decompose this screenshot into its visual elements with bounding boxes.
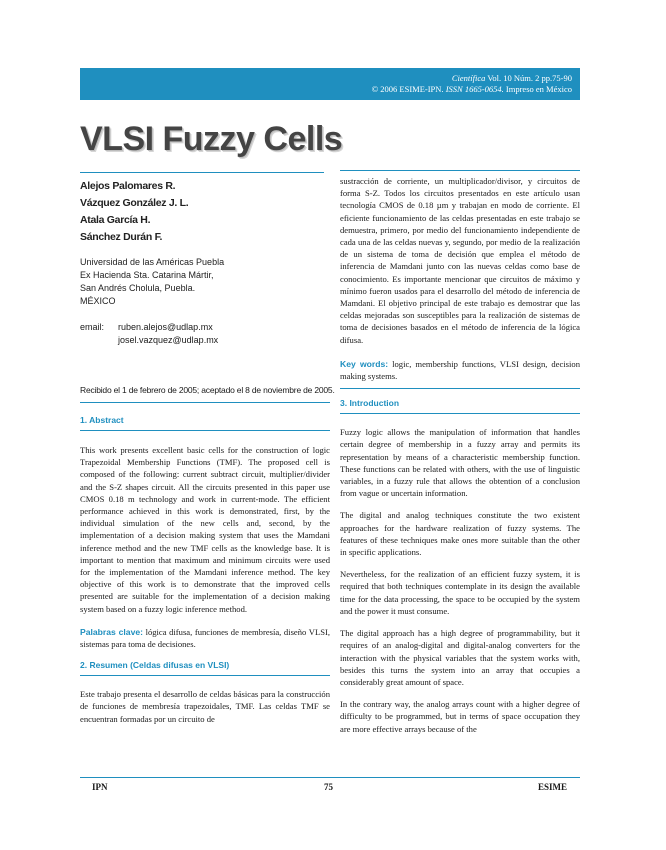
resumen-text-left: Este trabajo presenta el desarrollo de celdas básicas para la construcción de funciones de membresía trapezoidales, TMF. Las celdas TMF se encuentran formadas por un circuito de: [80, 689, 330, 724]
intro-paragraph: The digital and analog techniques constitute the two existent approaches for the hardware realization of fuzzy systems. The features of these techniques make ones more suitable than the other in specific applications.: [340, 510, 580, 558]
intro-paragraph: Fuzzy logic allows the manipulation of information that handles certain degree of membership in a fuzzy array and permits its representation by means of a characteristic membership function. These functions can be related with others, with the use of linguistic variables, in a fuzzy rule that allows the obtention of a conclusion from vague or uncertain information.: [340, 427, 580, 499]
intro-paragraph: In the contrary way, the analog arrays count with a higher degree of difficulty to be programmed, but in terms of space occupation they are more effective arrays because of the: [340, 699, 580, 734]
printed-in: Impreso en México: [505, 84, 572, 94]
journal-header-band: [80, 68, 580, 100]
affiliation: [80, 256, 330, 308]
journal-volume: Vol. 10 Núm. 2 pp.75-90: [487, 73, 572, 83]
email-link[interactable]: ruben.alejos@udlap.mx: [118, 322, 213, 332]
abstract-text: This work presents excellent basic cells for the construction of logic Trapezoidal Membership Functions (TMF). The proposed cell is composed of the following: current subtract circuit, multiplier/divider and the S-Z shapes circuit. All the circuits presented in this paper use CMOS 0.18 m technology and work in current-mode. The efficient performance achieved in this work is demonstrated, first, by the individual simulation of the new cells and, second, by the implementation of a decision making system that uses the Mamdani inference method and the new TMF cells as the knowledge base. It is important to mention that maximum and minimum circuits were used for the implementation of the Mamdani inference method. The key objective of this work is to demonstrate that the improved cells presented are suitable for the implementation of a decision making system based on a fuzzy logic inference method.: [80, 445, 330, 614]
key-words-label: Key words:: [340, 358, 389, 369]
right-column: [340, 175, 580, 735]
footer-right: ESIME: [538, 782, 568, 792]
email-block: [80, 321, 330, 347]
title-rule-left: [80, 172, 324, 173]
resumen-heading: 2. Resumen (Celdas difusas en VLSI): [80, 660, 230, 671]
abstract-heading: 1. Abstract: [80, 415, 124, 425]
paper-title: VLSI Fuzzy Cells: [80, 120, 343, 158]
affiliation-line: Ex Hacienda Sta. Catarina Mártir,: [80, 270, 214, 280]
page-number: 75: [324, 782, 333, 792]
journal-copyright-line: [80, 84, 572, 95]
email-link[interactable]: josel.vazquez@udlap.mx: [118, 335, 219, 345]
palabras-clave-text: lógica difusa, funciones de membresía, diseño VLSI, sistemas para toma de decisiones.: [80, 626, 330, 650]
footer-left: IPN: [92, 782, 108, 792]
key-words: [340, 358, 580, 382]
affiliation-line: San Andrés Cholula, Puebla.: [80, 283, 196, 293]
intro-paragraph: The digital approach has a high degree of programmability, but it requires of an analog-digital and digital-analog converters for the interaction with the physical variables that the system works with, besides this turns the system into an array that occupies a considerably great amount of space.: [340, 628, 580, 687]
author: Alejos Palomares R.: [80, 180, 176, 192]
author-list: [80, 178, 330, 246]
issn: ISSN 1665-0654.: [445, 84, 504, 94]
journal-citation-line: [80, 73, 572, 84]
received-date: Recibido el 1 de febrero de 2005; aceptado el 8 de noviembre de 2005.: [80, 385, 335, 395]
copyright: © 2006 ESIME-IPN.: [371, 84, 444, 94]
resumen-text-right: sustracción de corriente, un multiplicador/divisor, y circuitos de forma S-Z. Todos los circuitos presentados en este artículo usan tecnología CMOS de 0.18 µm y trabajan en modo de corriente. El eficiente funcionamiento de las celdas presentadas en este trabajo se demuestra, primero, por medio del funcionamiento independiente de cada una de las celdas nuevas y, segundo, por medio de la realización de un sistema de toma de decisión que emplea el método de inferencia de Mamdani junto con las nuevas celdas como base de conocimiento. Es importante mencionar que circuitos de máximo y mínimo fueron usados para el desarrollo del método de inferencia de Mamdani. El objetivo principal de este trabajo es demostrar que las celdas mejoradas son susceptibles para la realización de sistemas de toma de decisiones basados en el método de inferencia de la lógica difusa.: [340, 176, 580, 345]
footer-rule: [80, 777, 580, 778]
author: Atala García H.: [80, 214, 151, 226]
key-words-text: logic, membership functions, VLSI design, decision making systems.: [340, 358, 581, 382]
introduction-heading: 3. Introduction: [340, 398, 400, 409]
email-label: email:: [80, 322, 105, 332]
palabras-clave: [80, 626, 330, 650]
affiliation-line: Universidad de las Américas Puebla: [80, 257, 225, 267]
introduction-rule: [340, 413, 580, 414]
received-rule: [80, 402, 330, 403]
left-column: [80, 178, 335, 725]
affiliation-line: MÉXICO: [80, 296, 116, 306]
journal-name: Científica: [451, 73, 486, 83]
author: Vázquez González J. L.: [80, 197, 189, 209]
title-rule-right: [340, 170, 580, 171]
author: Sánchez Durán F.: [80, 231, 163, 243]
palabras-clave-label: Palabras clave:: [80, 626, 143, 637]
intro-paragraph: Nevertheless, for the realization of an efficient fuzzy system, it is required that both techniques contemplate in its design the available time for the data processing, the space to be occupied by the system and the power it must consume.: [340, 569, 580, 616]
resumen-rule: [80, 675, 330, 676]
key-words-rule: [340, 388, 580, 389]
abstract-rule: [80, 430, 330, 431]
